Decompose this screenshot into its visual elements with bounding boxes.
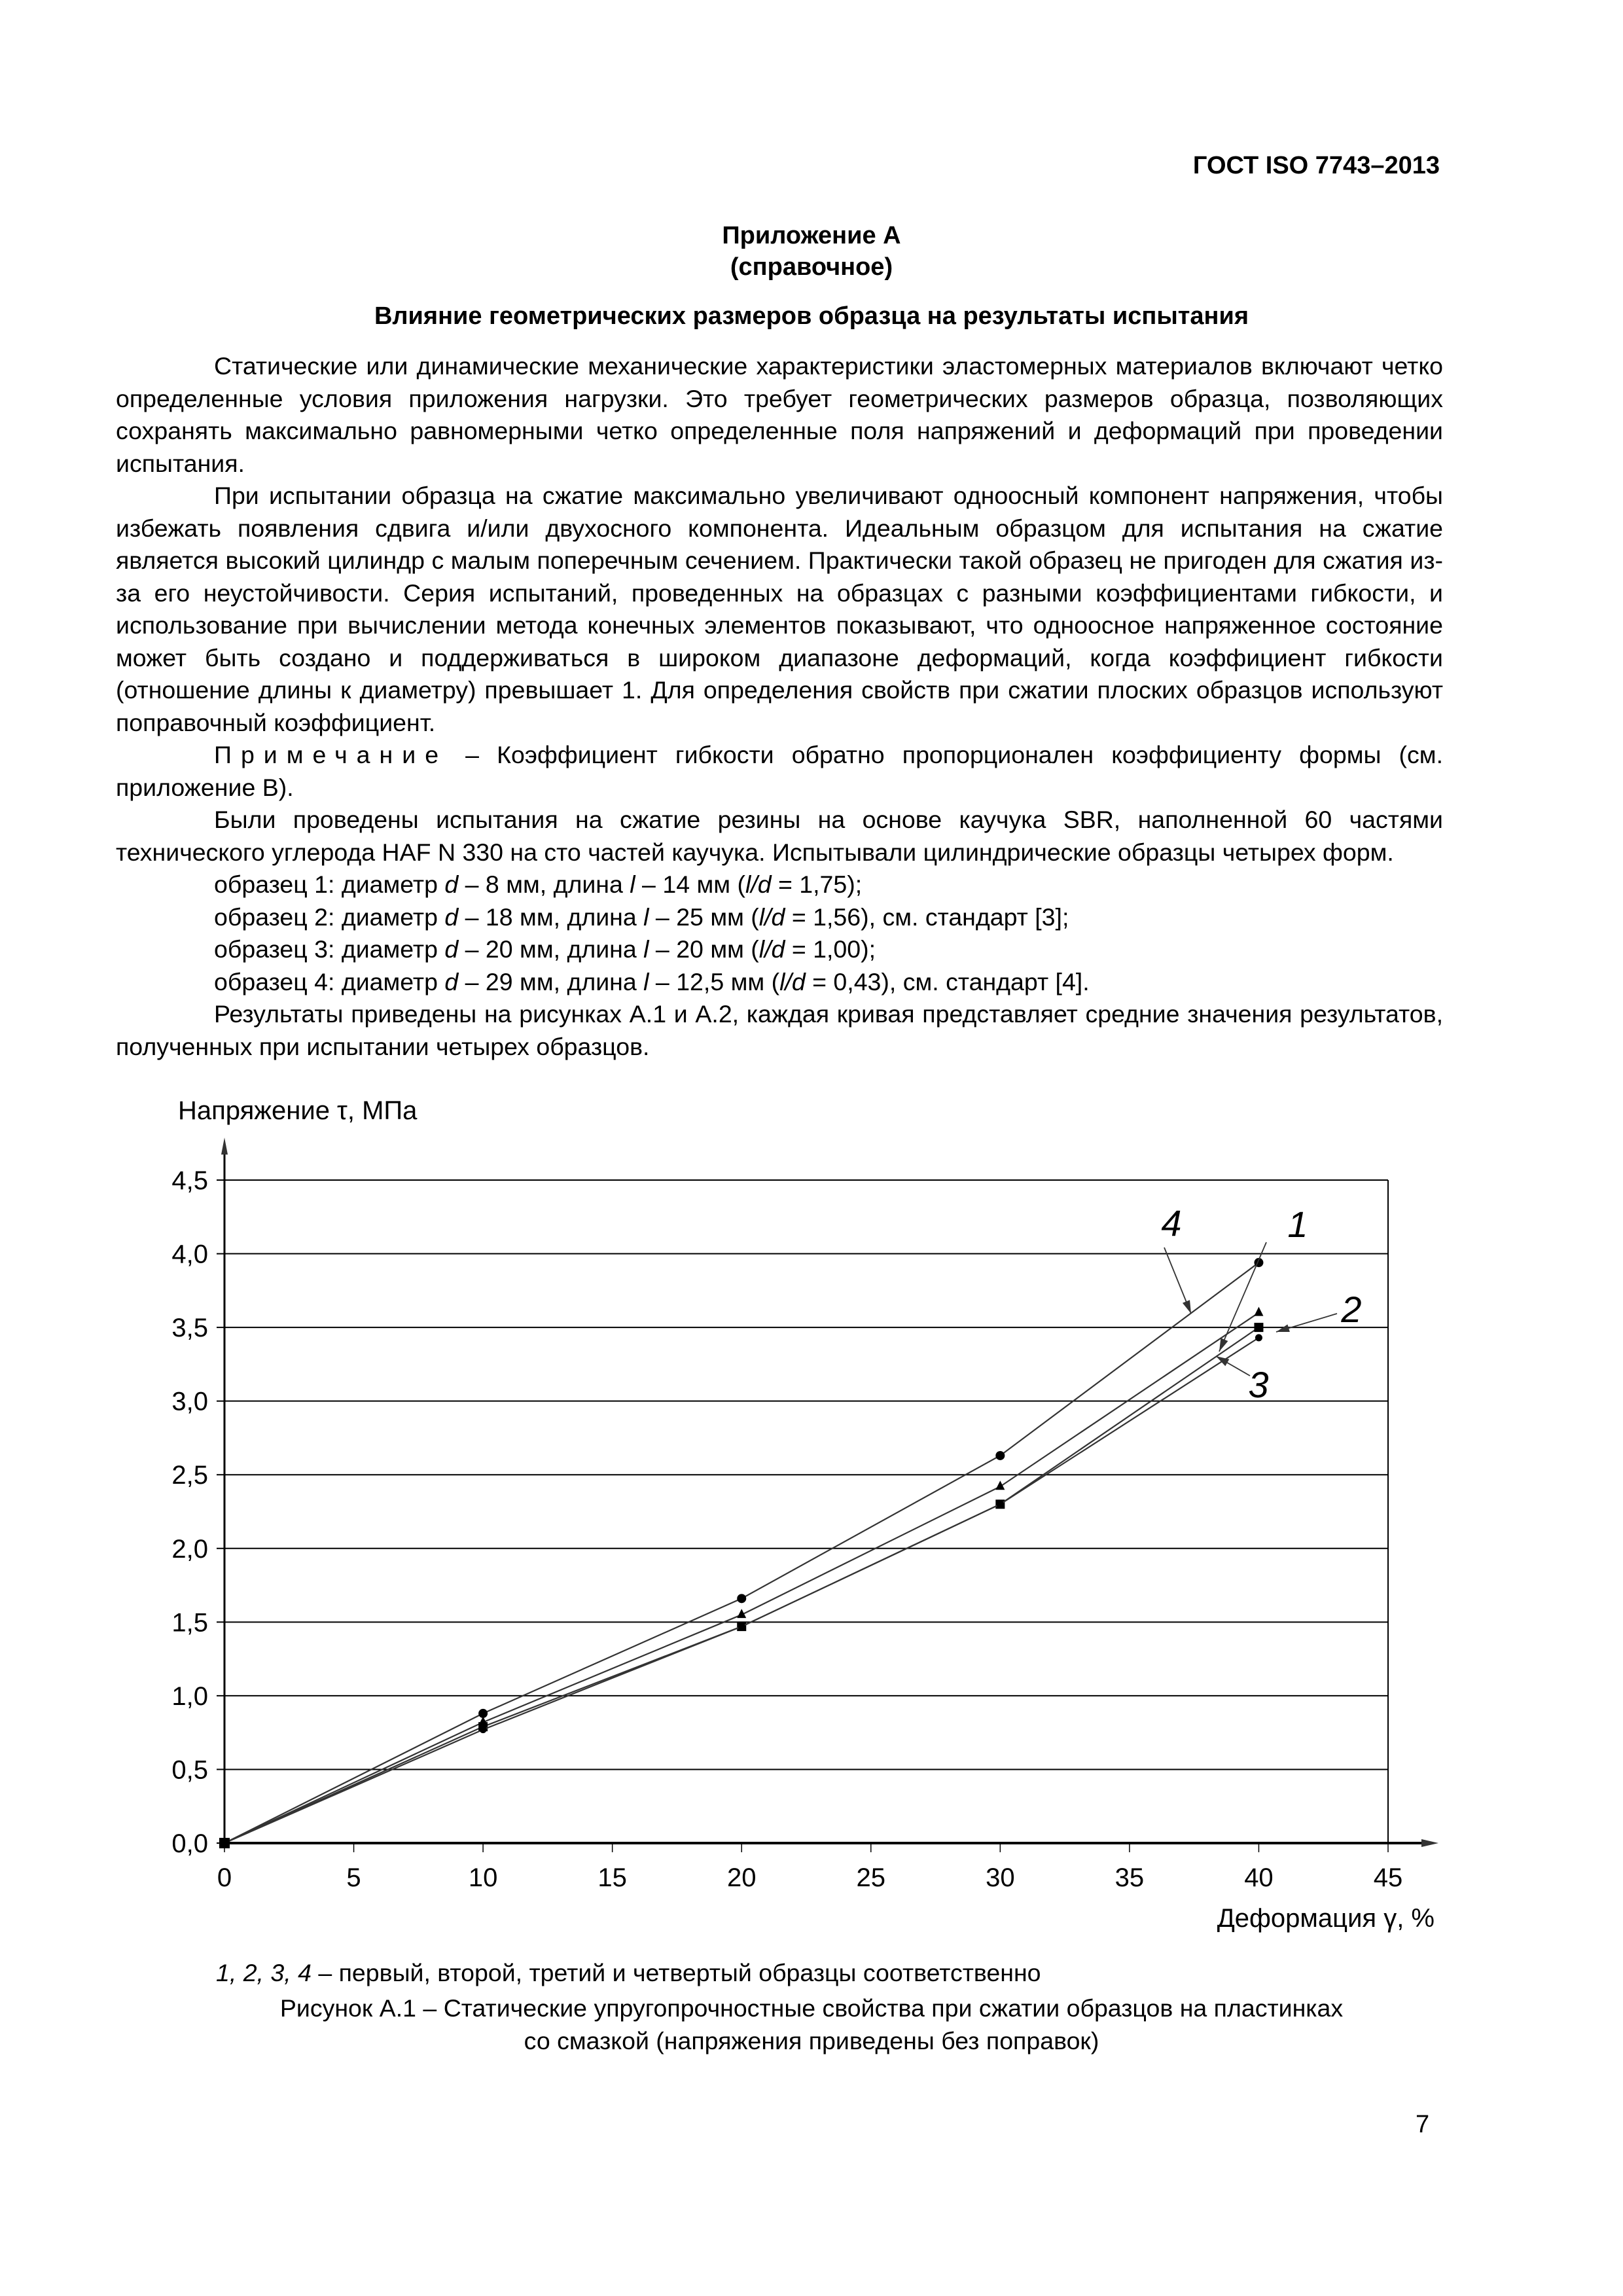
sample-item-1 xyxy=(116,869,1443,901)
stress-strain-chart xyxy=(131,1073,1505,1937)
dot-marker-icon xyxy=(1255,1334,1262,1341)
sample-text: – 12,5 мм ( xyxy=(649,967,780,996)
caption-line-2: со смазкой (напряжения приведены без поправок) xyxy=(524,2027,1099,2054)
sample-var: l/d xyxy=(779,967,806,996)
x-axis-label: Деформация γ, % xyxy=(1217,1904,1435,1933)
x-tick-label: 40 xyxy=(1244,1863,1274,1892)
page-number: 7 xyxy=(1416,2111,1430,2138)
x-tick-label: 30 xyxy=(986,1863,1015,1892)
sample-var: l/d xyxy=(758,903,785,931)
sample-var: d xyxy=(444,967,459,996)
standard-code: ГОСТ ISO 7743–2013 xyxy=(1192,152,1440,179)
sample-var: d xyxy=(444,903,459,931)
dot-marker-icon xyxy=(738,1623,745,1630)
sample-text: – 18 мм, длина xyxy=(458,903,644,931)
sample-text: образец 4: диаметр xyxy=(214,967,445,996)
x-tick-label: 35 xyxy=(1115,1863,1145,1892)
figure-caption xyxy=(0,1992,1623,2057)
appendix-title-block xyxy=(0,220,1623,283)
sample-var: l xyxy=(643,935,649,963)
circle-marker-icon xyxy=(478,1709,488,1718)
x-tick-label: 20 xyxy=(726,1863,757,1892)
body-text xyxy=(116,350,1443,1063)
triangle-marker-icon xyxy=(1254,1307,1263,1316)
x-tick-label: 45 xyxy=(1373,1863,1403,1892)
x-tick-label: 10 xyxy=(468,1863,498,1892)
circle-marker-icon xyxy=(995,1451,1005,1460)
sample-text: образец 2: диаметр xyxy=(214,903,445,931)
y-tick-label: 1,0 xyxy=(171,1681,208,1711)
sample-var: d xyxy=(444,870,459,898)
dot-marker-icon xyxy=(997,1501,1004,1508)
x-tick-label: 15 xyxy=(597,1863,627,1892)
x-tick-label: 0 xyxy=(217,1863,232,1892)
sample-var: d xyxy=(444,935,459,963)
leader-arrow-icon xyxy=(1183,1300,1191,1314)
section-heading: Влияние геометрических размеров образца на результаты испытания xyxy=(374,302,1249,330)
y-tick-label: 3,0 xyxy=(171,1387,208,1416)
series-line-3 xyxy=(224,1338,1258,1843)
y-axis-label: Напряжение τ, МПа xyxy=(178,1096,418,1125)
sample-var: l xyxy=(630,870,635,898)
note-label: Примечание xyxy=(214,741,448,768)
sample-item-4 xyxy=(116,966,1443,999)
sample-text: – 25 мм ( xyxy=(649,903,759,931)
square-marker-icon xyxy=(1254,1323,1263,1332)
series-line-1 xyxy=(224,1313,1258,1843)
sample-var: l/d xyxy=(745,870,772,898)
sample-text: образец 3: диаметр xyxy=(214,935,445,963)
y-tick-label: 3,5 xyxy=(171,1314,208,1343)
sample-var: l xyxy=(643,903,649,931)
curve-label: 4 xyxy=(1161,1202,1182,1244)
note-paragraph xyxy=(116,739,1443,804)
legend-numbers: 1, 2, 3, 4 xyxy=(216,1959,312,1986)
sample-item-2 xyxy=(116,901,1443,934)
sample-text: = 1,75); xyxy=(771,870,863,898)
leader-arrow-icon xyxy=(1276,1324,1290,1332)
legend-text: – первый, второй, третий и четвертый образцы соответственно xyxy=(311,1959,1041,1986)
x-axis-arrow-icon xyxy=(1421,1839,1438,1847)
sample-text: – 20 мм ( xyxy=(649,935,759,963)
curve-label: 3 xyxy=(1248,1364,1269,1405)
sample-var: l xyxy=(643,967,649,996)
paragraph-3: Были проведены испытания на сжатие резины на основе каучука SBR, наполненной 60 частями технического углерода HAF N 330 на сто частей каучука. Испытывали цилиндрические образцы четырех форм. xyxy=(116,806,1443,866)
y-tick-label: 0,5 xyxy=(171,1755,208,1785)
x-tick-label: 5 xyxy=(346,1863,361,1892)
y-tick-label: 4,0 xyxy=(171,1240,208,1269)
sample-item-3 xyxy=(116,933,1443,966)
sample-text: = 1,00); xyxy=(785,935,876,963)
y-tick-label: 0,0 xyxy=(171,1829,208,1858)
sample-text: – 8 мм, длина xyxy=(458,870,630,898)
y-axis-arrow-icon xyxy=(221,1138,228,1155)
curve-label: 2 xyxy=(1341,1289,1362,1330)
appendix-subtitle: (справочное) xyxy=(730,253,893,281)
y-tick-label: 4,5 xyxy=(171,1166,208,1195)
x-tick-label: 25 xyxy=(856,1863,886,1892)
sample-text: – 20 мм, длина xyxy=(458,935,644,963)
sample-text: = 0,43), см. стандарт [4]. xyxy=(805,967,1090,996)
circle-marker-icon xyxy=(737,1594,746,1603)
caption-line-1: Рисунок А.1 – Статические упругопрочностные свойства при сжатии образцов на пластинках xyxy=(279,1994,1344,2022)
y-tick-label: 2,0 xyxy=(171,1534,208,1564)
y-tick-label: 2,5 xyxy=(171,1461,208,1490)
sample-var: l/d xyxy=(758,935,785,963)
appendix-title: Приложение А xyxy=(722,222,901,249)
sample-text: – 14 мм ( xyxy=(635,870,745,898)
figure-a1-chart xyxy=(131,1073,1505,1937)
paragraph-2: При испытании образца на сжатие максимально увеличивают одноосный компонент напряжения, чтобы избежать появления сдвига и/или двухосного компонента. Идеальным образцом для испытания на сжатие является высокий цилиндр с малым поперечным сечением. Практически такой образец не пригоден для сжатия из-за его неустойчивости. Серия испытаний, проведенных на образцах с разными коэффициентами гибкости, и использование при вычислении метода конечных элементов показывают, что одноосное напряженное состояние может быть создано и поддерживаться в широком диапазоне деформаций, когда коэффициент гибкости (отношение длины к диаметру) превышает 1. Для определения свойств при сжатии плоских образцов используют поправочный коэффициент. xyxy=(116,482,1443,736)
paragraph-4: Результаты приведены на рисунках А.1 и А.2, каждая кривая представляет средние значения результатов, полученных при испытании четырех образцов. xyxy=(116,1000,1443,1060)
sample-text: образец 1: диаметр xyxy=(214,870,445,898)
y-tick-label: 1,5 xyxy=(171,1608,208,1638)
figure-legend xyxy=(216,1959,1041,1987)
paragraph-1: Статические или динамические механические характеристики эластомерных материалов включают четко определенные условия приложения нагрузки. Это требует геометрических размеров образца, позволяющих сохранять максимально равномерными четко определенные поля напряжений и деформаций при проведении испытания. xyxy=(116,352,1443,477)
series-line-4 xyxy=(224,1263,1258,1843)
curve-label: 1 xyxy=(1287,1204,1308,1245)
origin-marker-icon xyxy=(219,1838,230,1848)
sample-text: – 29 мм, длина xyxy=(458,967,644,996)
sample-text: = 1,56), см. стандарт [3]; xyxy=(785,903,1069,931)
dot-marker-icon xyxy=(480,1726,487,1733)
note-text: – Коэффициент гибкости обратно пропорционален коэффициенту формы (см. приложение В). xyxy=(116,741,1443,801)
